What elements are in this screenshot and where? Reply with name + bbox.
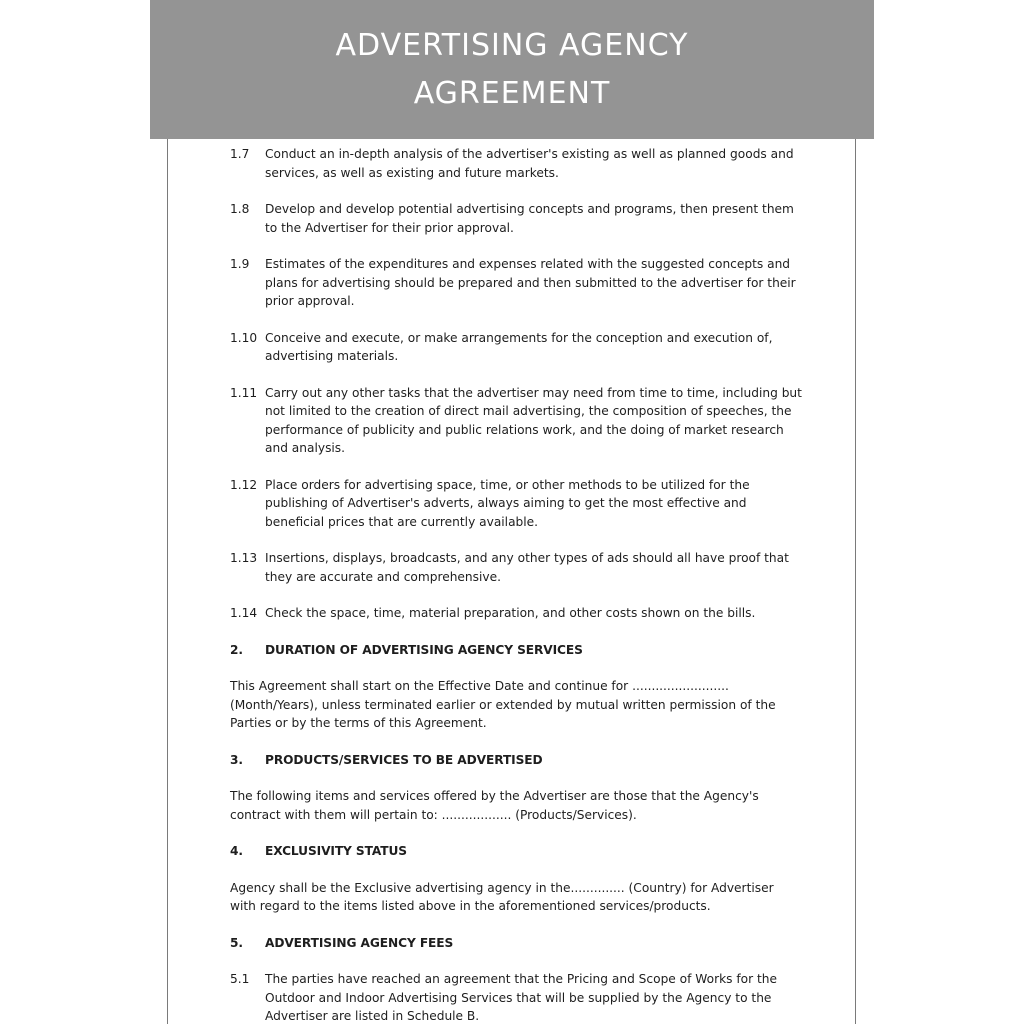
section-title: DURATION OF ADVERTISING AGENCY SERVICES [265,642,583,657]
clause-text: The parties have reached an agreement that the Pricing and Scope of Works for the Outdoor and Indoor Advertising Services that will be supplied by the Agency to the Advertiser are listed in Schedule B. [265,972,778,1023]
clause-1-8 [230,200,802,237]
section-2-heading [230,641,802,660]
clause-text: Carry out any other tasks that the advertiser may need from time to time, including but not limited to the creation of direct mail advertising, the composition of speeches, the performance of publicity and public relations work, and the doing of market research and analysis. [265,385,802,455]
document-content [230,145,802,1024]
clause-1-7 [230,145,802,182]
section-3-body: The following items and services offered by the Advertiser are those that the Agency's contract with them will pertain to: .................. (Products/Services). [230,789,759,822]
section-number: 4. [230,844,243,858]
section-4-body: Agency shall be the Exclusive advertising agency in the.............. (Country) for Advertiser with regard to the items listed above in the aforementioned services/products. [230,880,774,913]
clause-number: 1.8 [230,202,250,216]
section-title: PRODUCTS/SERVICES TO BE ADVERTISED [265,752,543,767]
section-5-heading [230,934,802,953]
clause-number: 1.13 [230,551,258,565]
clause-number: 1.7 [230,147,250,161]
clause-1-10 [230,329,802,366]
section-title: EXCLUSIVITY STATUS [265,844,407,858]
banner-title-line-2: AGREEMENT [413,75,611,111]
clause-text: Conduct an in-depth analysis of the advertiser's existing as well as planned goods and services, as well as existing and future markets. [265,147,794,180]
banner-title-line-1: ADVERTISING AGENCY [335,27,689,63]
clause-text: Estimates of the expenditures and expenses related with the suggested concepts and plans for advertising should be prepared and then submitted to the advertiser for their prior approval. [265,257,796,308]
clause-text: Conceive and execute, or make arrangements for the conception and execution of, advertising materials. [265,330,773,363]
clause-text: Develop and develop potential advertising concepts and programs, then present them to the Advertiser for their prior approval. [265,202,794,235]
clause-1-14 [230,604,802,623]
clause-1-13 [230,549,802,586]
title-banner [150,0,874,139]
section-number: 5. [230,935,243,950]
clause-number: 5.1 [230,972,250,986]
clause-1-12 [230,476,802,532]
section-number: 2. [230,642,243,657]
clause-number: 1.10 [230,330,258,345]
clause-5-1 [230,970,802,1024]
clause-number: 1.14 [230,606,258,620]
clause-number: 1.12 [230,477,258,492]
clause-number: 1.11 [230,385,258,400]
section-title: ADVERTISING AGENCY FEES [265,935,454,950]
clause-1-11 [230,384,802,458]
clause-text: Insertions, displays, broadcasts, and any other types of ads should all have proof that they are accurate and comprehensive. [265,551,789,584]
clause-text: Check the space, time, material preparation, and other costs shown on the bills. [265,606,756,620]
clause-1-9 [230,255,802,311]
clause-number: 1.9 [230,257,250,271]
section-number: 3. [230,752,243,767]
section-2-body: This Agreement shall start on the Effective Date and continue for ......................... (Month/Years), unless terminated earlier or extended by mutual written permission of the Parties or by the terms of this Agreement. [230,679,776,730]
section-4-heading [230,842,802,861]
section-3-heading [230,751,802,770]
clause-text: Place orders for advertising space, time, or other methods to be utilized for the publishing of Advertiser's adverts, always aiming to get the most effective and beneficial prices that are currently available. [265,477,750,529]
